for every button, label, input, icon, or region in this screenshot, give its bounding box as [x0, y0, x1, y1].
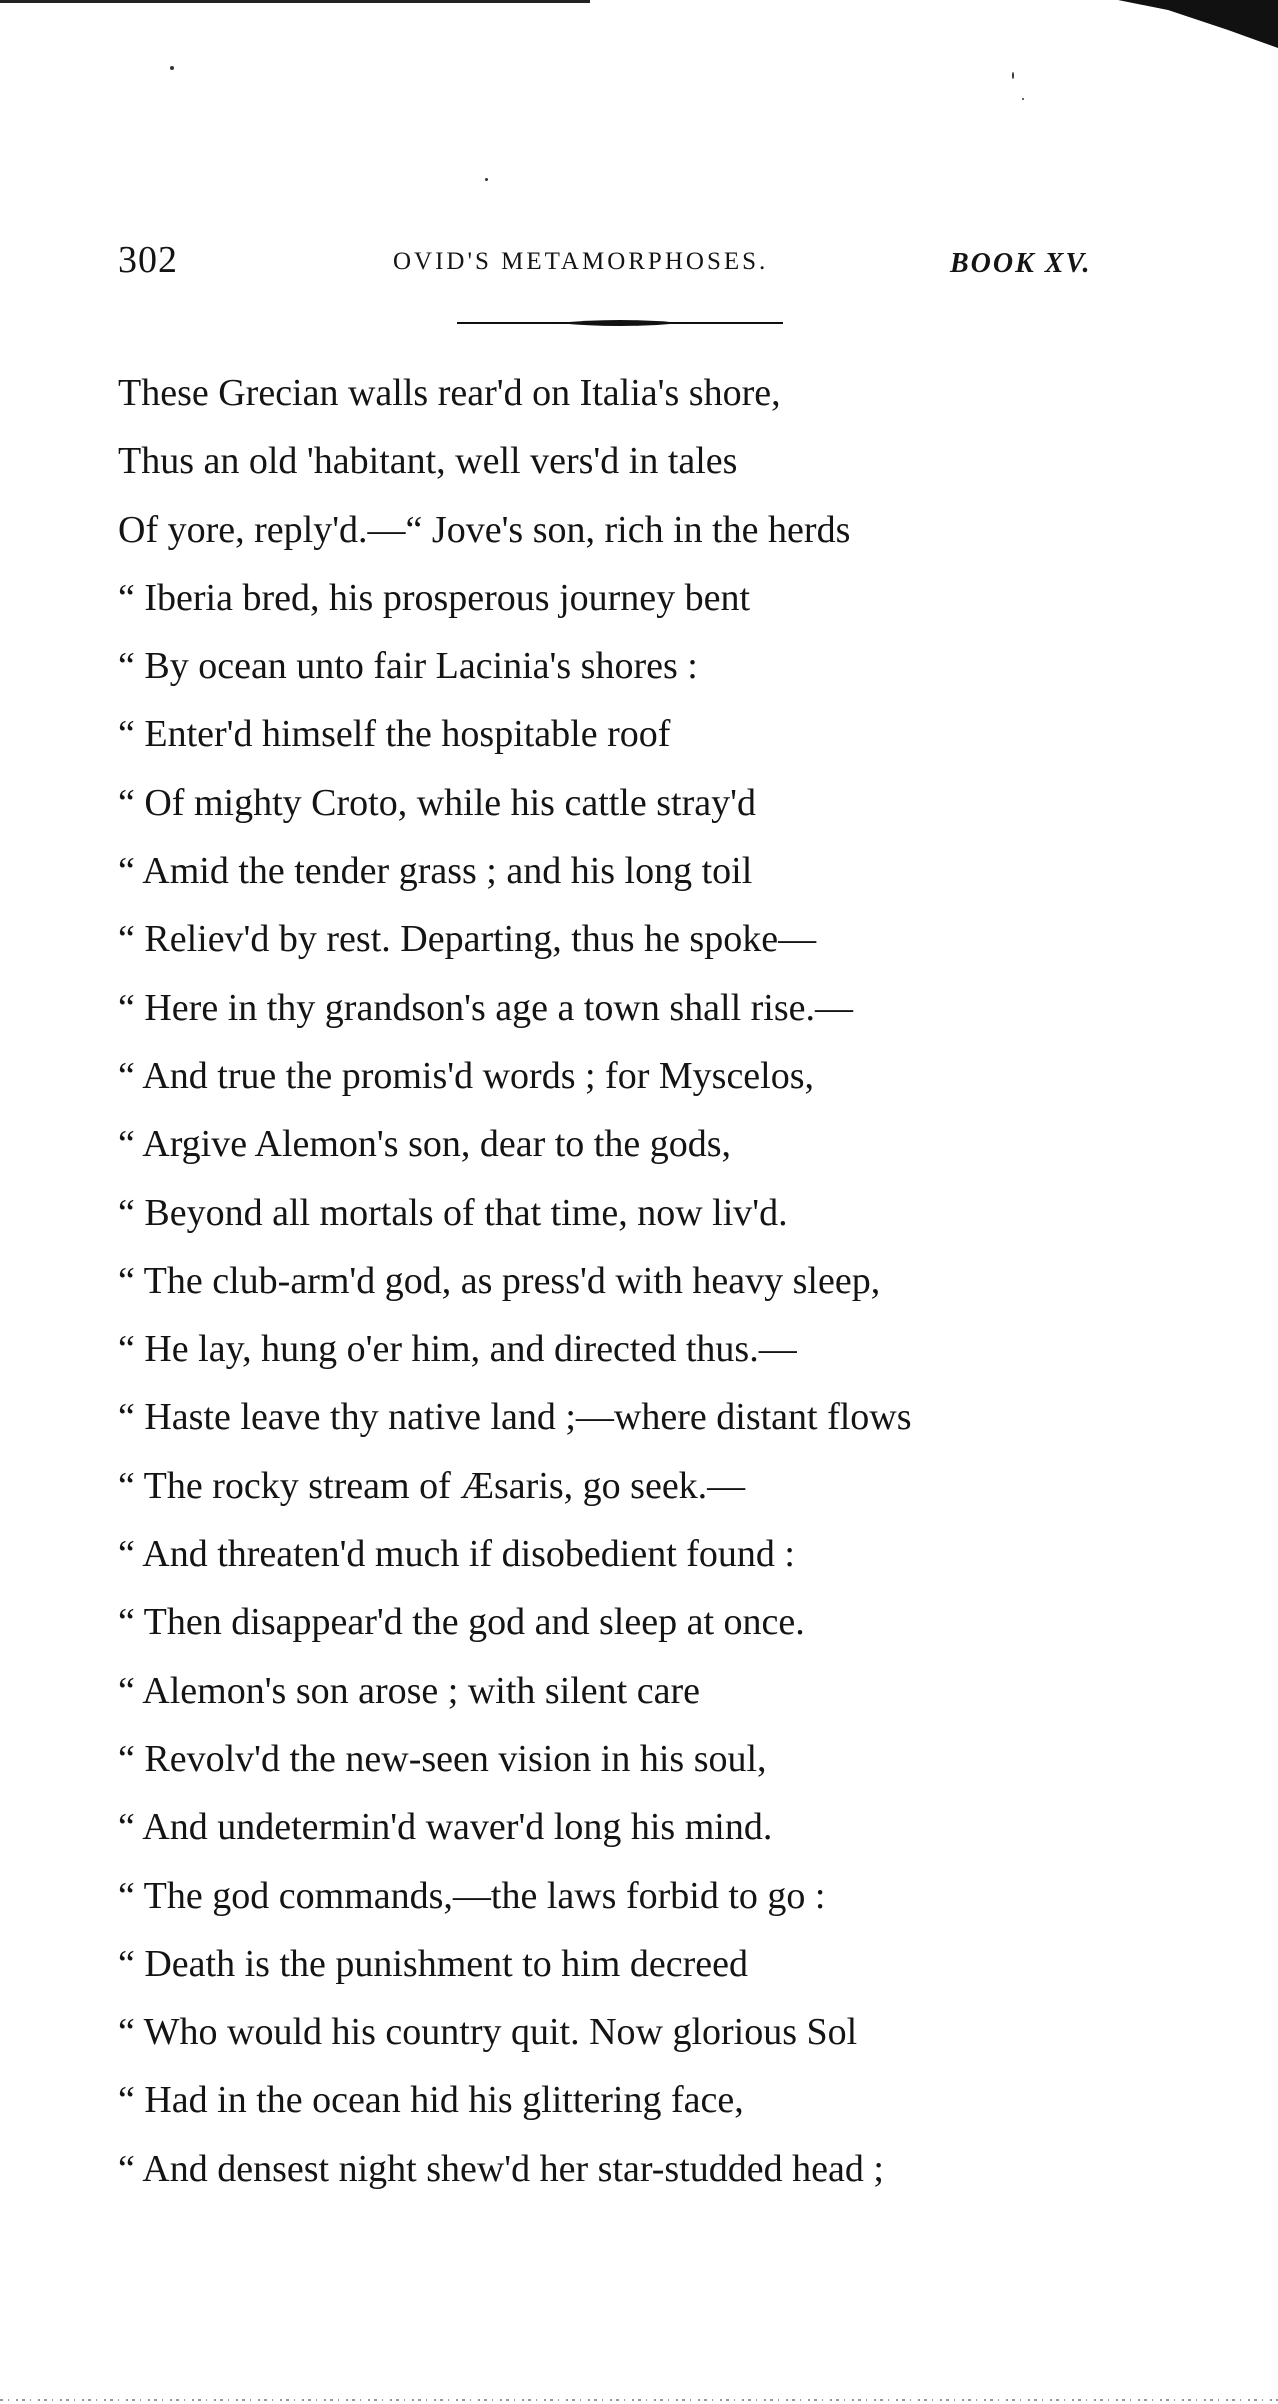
poem-line-24: “ Death is the punishment to him decreed [118, 1942, 748, 1985]
poem-line-11: “ And true the promis'd words ; for Myscelos, [118, 1054, 815, 1097]
paper-speck [1012, 72, 1014, 79]
poem-line-23: “ The god commands,—the laws forbid to go : [118, 1874, 826, 1917]
poem-line-15: “ He lay, hung o'er him, and directed thus.— [118, 1328, 797, 1371]
bottom-edge-noise [0, 2392, 1278, 2404]
paper-speck [170, 66, 174, 70]
poem-line-4: “ Iberia bred, his prosperous journey bent [118, 576, 751, 619]
poem-line-12: “ Argive Alemon's son, dear to the gods, [118, 1123, 732, 1166]
page-corner-shadow [1078, 0, 1278, 50]
poem-line-13: “ Beyond all mortals of that time, now liv'd. [118, 1191, 788, 1234]
poem-line-1: These Grecian walls rear'd on Italia's shore, [118, 372, 781, 414]
poem-line-16: “ Haste leave thy native land ;—where distant flows [118, 1396, 912, 1439]
poem-line-18: “ And threaten'd much if disobedient found : [118, 1533, 795, 1576]
poem-line-5: “ By ocean unto fair Lacinia's shores : [118, 645, 698, 688]
poem-line-25: “ Who would his country quit. Now glorious Sol [118, 2011, 858, 2054]
poem-line-19: “ Then disappear'd the god and sleep at once. [118, 1601, 805, 1644]
poem-line-26: “ Had in the ocean hid his glittering face, [118, 2079, 744, 2122]
poem-line-2: Thus an old 'habitant, well vers'd in tales [118, 440, 738, 483]
poem-line-27: “ And densest night shew'd her star-studded head ; [118, 2147, 884, 2190]
header-ornament-rule [457, 318, 783, 328]
poem-line-8: “ Amid the tender grass ; and his long toil [118, 850, 753, 893]
poem-line-9: “ Reliev'd by rest. Departing, thus he spoke— [118, 918, 817, 961]
top-edge-rule [0, 0, 590, 3]
poem-line-22: “ And undetermin'd waver'd long his mind. [118, 1806, 773, 1849]
page-header [0, 238, 1278, 288]
poem-line-20: “ Alemon's son arose ; with silent care [118, 1669, 700, 1712]
book-label: BOOK XV. [950, 248, 1092, 279]
running-title: OVID'S METAMORPHOSES. [393, 248, 769, 275]
paper-speck [485, 178, 488, 181]
poem-line-7: “ Of mighty Croto, while his cattle stray'd [118, 781, 756, 824]
poem-line-17: “ The rocky stream of Æsaris, go seek.— [118, 1464, 746, 1507]
paper-speck [1022, 98, 1024, 100]
poem-line-3: Of yore, reply'd.—“ Jove's son, rich in the herds [118, 508, 851, 551]
page-number: 302 [118, 239, 178, 281]
poem-text [118, 368, 912, 2212]
poem-line-21: “ Revolv'd the new-seen vision in his soul, [118, 1737, 767, 1780]
poem-line-6: “ Enter'd himself the hospitable roof [118, 713, 671, 756]
poem-line-10: “ Here in thy grandson's age a town shall rise.— [118, 986, 853, 1029]
poem-line-14: “ The club-arm'd god, as press'd with heavy sleep, [118, 1259, 881, 1302]
